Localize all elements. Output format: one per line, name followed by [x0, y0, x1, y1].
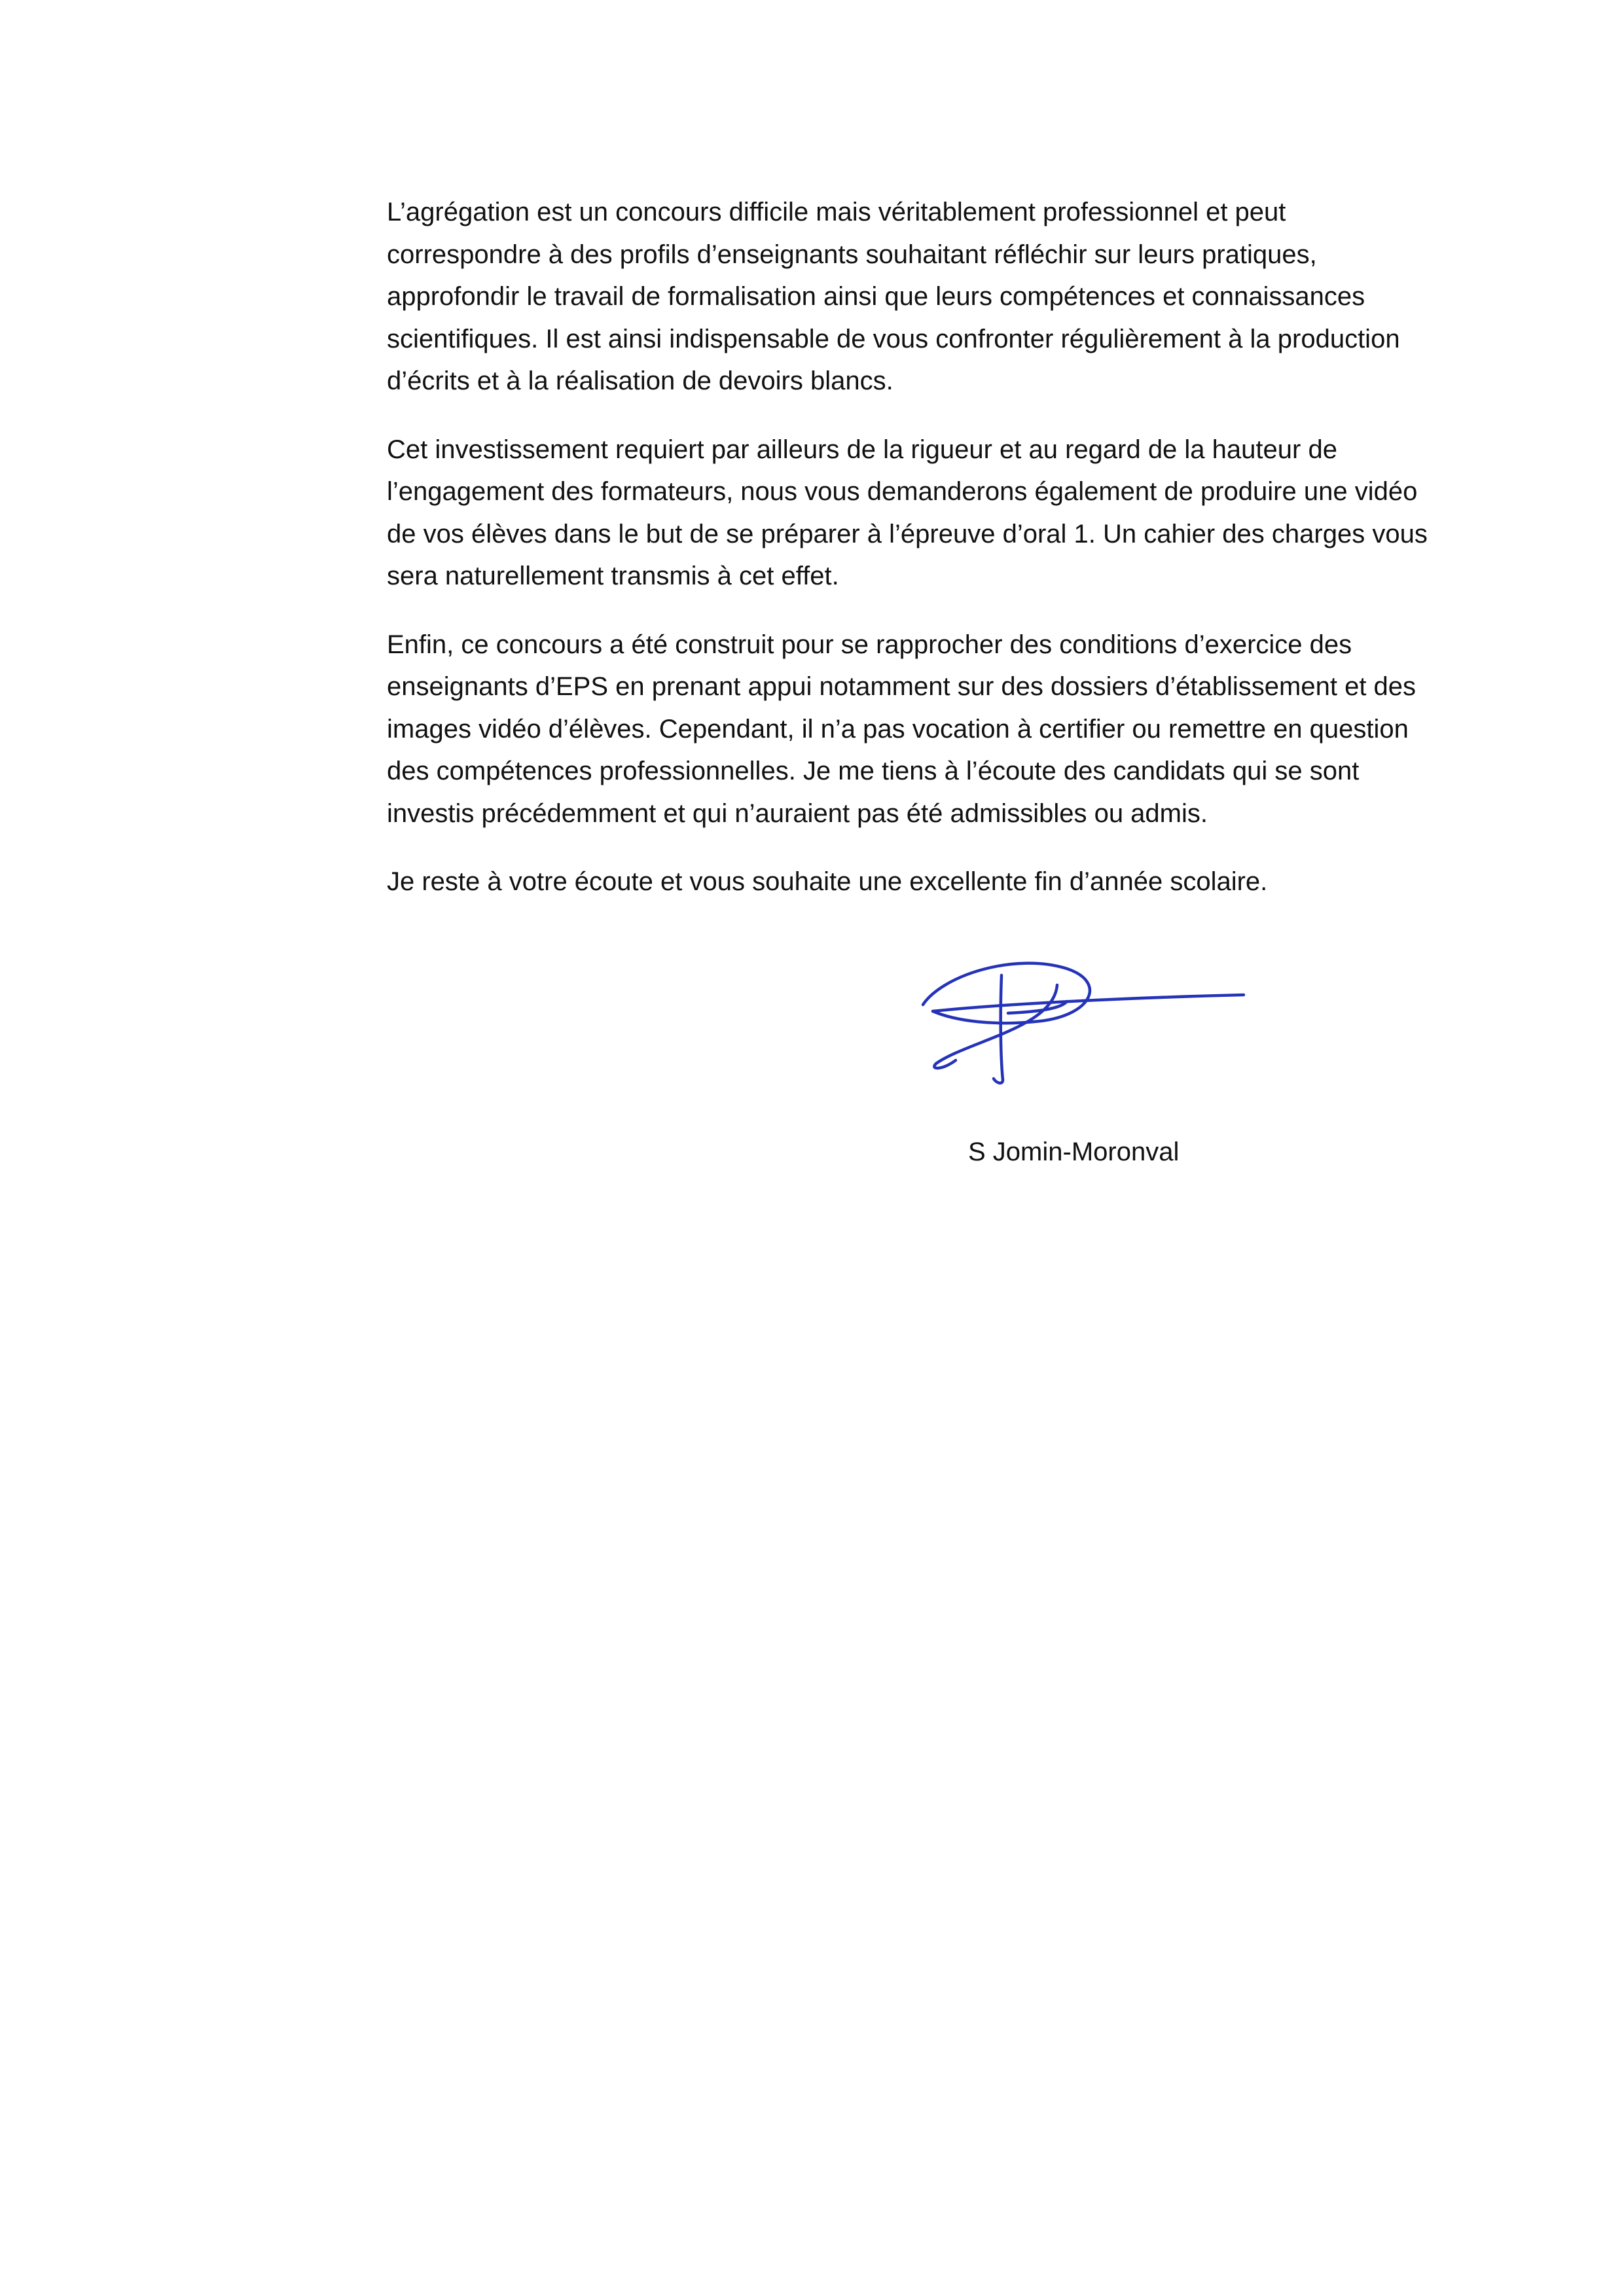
text-line: des compétences professionnelles. Je me tiens à l’écoute des candidats qui se sont	[387, 757, 1360, 785]
paragraph-investment	[387, 429, 1500, 598]
paragraph-closing	[387, 861, 1500, 903]
paragraph-preparation	[387, 191, 1500, 403]
text-line: de vos élèves dans le but de se préparer à l’épreuve d’oral 1. Un cahier des charges vous	[387, 519, 1428, 548]
text-line: correspondre à des profils d’enseignants souhaitant réfléchir sur leurs pratiques,	[387, 240, 1317, 269]
text-line: Enfin, ce concours a été construit pour se rapprocher des conditions d’exercice des	[387, 630, 1352, 659]
letter-body	[387, 191, 1500, 929]
text-line: sera naturellement transmis à cet effet.	[387, 562, 839, 590]
text-line: d’écrits et à la réalisation de devoirs blancs.	[387, 367, 893, 395]
signature-icon	[916, 949, 1257, 1093]
text-line: L’agrégation est un concours difficile mais véritablement professionnel et peut	[387, 198, 1286, 226]
text-line: enseignants d’EPS en prenant appui notamment sur des dossiers d’établissement et des	[387, 672, 1416, 701]
text-line: investis précédemment et qui n’auraient pas été admissibles ou admis.	[387, 798, 1208, 828]
text-line: approfondir le travail de formalisation ainsi que leurs compétences et connaissances	[387, 282, 1365, 311]
text-line: Je reste à votre écoute et vous souhaite une excellente fin d’année scolaire.	[387, 867, 1268, 896]
text-line: Cet investissement requiert par ailleurs de la rigueur et au regard de la hauteur de	[387, 435, 1337, 464]
text-line: l’engagement des formateurs, nous vous demanderons également de produire une vidéo	[387, 477, 1418, 506]
signer-name: S Jomin-Moronval	[968, 1138, 1180, 1166]
text-line: scientifiques. Il est ainsi indispensable de vous confronter régulièrement à la production	[387, 324, 1400, 353]
text-line: images vidéo d’élèves. Cependant, il n’a pas vocation à certifier ou remettre en question	[387, 714, 1409, 744]
paragraph-conditions	[387, 624, 1500, 835]
